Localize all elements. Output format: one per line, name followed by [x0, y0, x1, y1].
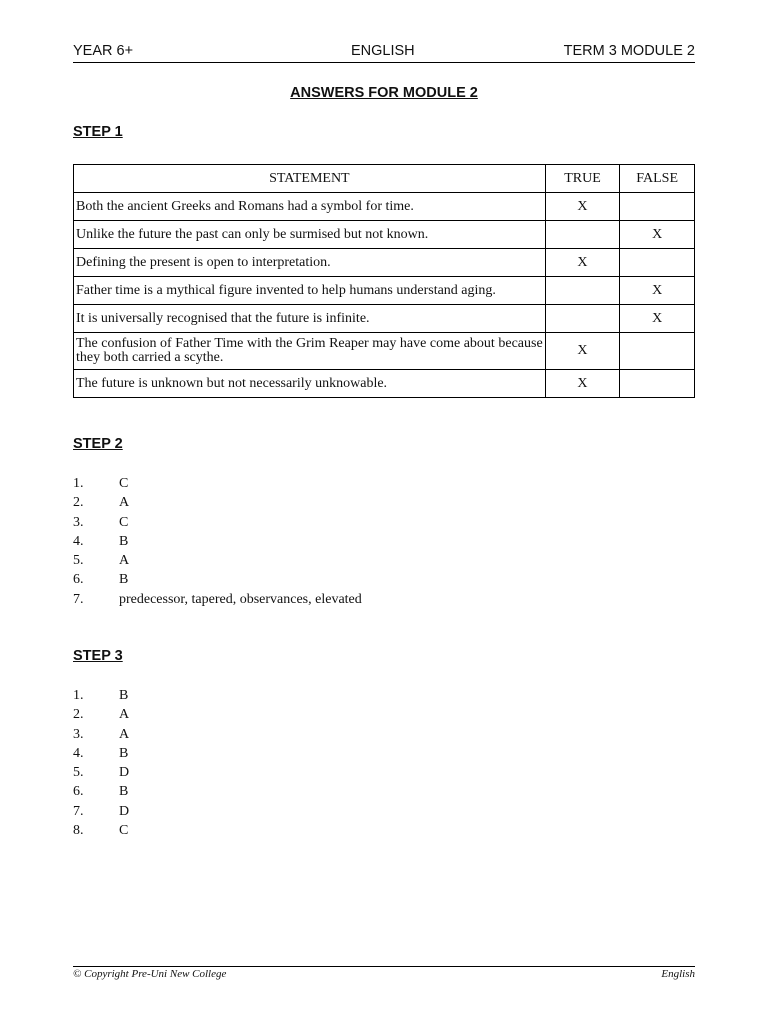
step1-heading: STEP 1	[73, 124, 123, 140]
table-row	[74, 305, 695, 333]
page-title: ANSWERS FOR MODULE 2	[290, 85, 478, 101]
answer-number: 1.	[73, 476, 84, 491]
answer-number: 8.	[73, 823, 84, 839]
answer-value: B	[119, 688, 129, 703]
true-cell	[545, 221, 620, 249]
false-cell: X	[620, 221, 695, 249]
table-row	[74, 333, 695, 370]
table-row	[74, 249, 695, 277]
answer-number: 7.	[73, 803, 84, 819]
answer-value: D	[119, 803, 130, 819]
statement-cell: It is universally recognised that the future is infinite.	[74, 305, 546, 333]
answer-number: 1.	[73, 688, 84, 703]
answer-number: 3.	[73, 514, 84, 530]
answer-value: C	[119, 514, 129, 530]
answer-number: 5.	[73, 553, 84, 569]
answer-value: predecessor, tapered, observances, elevated	[119, 591, 362, 607]
answer-number: 3.	[73, 726, 84, 742]
false-cell	[620, 193, 695, 221]
header-year: YEAR 6+	[73, 43, 134, 59]
true-cell: X	[545, 333, 620, 370]
footer-copyright: © Copyright Pre-Uni New College	[73, 968, 227, 980]
false-cell: X	[620, 305, 695, 333]
table-row	[74, 193, 695, 221]
answer-number: 6.	[73, 572, 84, 588]
statement-cell: Both the ancient Greeks and Romans had a symbol for time.	[74, 193, 546, 221]
answer-number: 6.	[73, 784, 84, 800]
statement-cell: The future is unknown but not necessarily unknowable.	[74, 370, 546, 398]
answer-number: 2.	[73, 495, 84, 511]
header-subject: ENGLISH	[351, 43, 415, 59]
table-row	[74, 277, 695, 305]
column-header-statement: STATEMENT	[74, 165, 546, 193]
answer-value: B	[119, 745, 129, 761]
statement-cell: The confusion of Father Time with the Grim Reaper may have come about because they both carried a scythe.	[74, 333, 546, 370]
true-cell: X	[545, 370, 620, 398]
true-cell: X	[545, 249, 620, 277]
statement-cell: Defining the present is open to interpretation.	[74, 249, 546, 277]
answer-value: A	[119, 495, 130, 511]
answer-value: B	[119, 572, 129, 588]
footer-subject: English	[661, 968, 695, 980]
page-header	[73, 42, 695, 63]
page-footer	[73, 966, 695, 980]
false-cell	[620, 249, 695, 277]
answer-value: B	[119, 784, 129, 800]
true-cell	[545, 277, 620, 305]
answer-value: A	[119, 553, 130, 569]
header-term: TERM 3 MODULE 2	[563, 43, 695, 59]
statement-cell: Father time is a mythical figure invented to help humans understand aging.	[74, 277, 546, 305]
false-cell	[620, 370, 695, 398]
answer-number: 4.	[73, 745, 84, 761]
answer-number: 2.	[73, 707, 84, 723]
false-cell	[620, 333, 695, 370]
answer-value: B	[119, 533, 129, 549]
answer-number: 7.	[73, 591, 84, 607]
answer-value: A	[119, 707, 130, 723]
step3-heading: STEP 3	[73, 648, 123, 664]
answer-value: A	[119, 726, 130, 742]
table-row	[74, 221, 695, 249]
answer-value: C	[119, 823, 129, 839]
statement-cell: Unlike the future the past can only be surmised but not known.	[74, 221, 546, 249]
table-row	[74, 370, 695, 398]
table-header-row	[74, 165, 695, 193]
false-cell: X	[620, 277, 695, 305]
true-cell: X	[545, 193, 620, 221]
answer-number: 5.	[73, 765, 84, 781]
true-false-table	[73, 164, 695, 398]
true-cell	[545, 305, 620, 333]
step2-heading: STEP 2	[73, 436, 123, 452]
column-header-true: TRUE	[545, 165, 620, 193]
column-header-false: FALSE	[620, 165, 695, 193]
answer-number: 4.	[73, 533, 84, 549]
answer-value: C	[119, 476, 129, 491]
answer-value: D	[119, 765, 130, 781]
